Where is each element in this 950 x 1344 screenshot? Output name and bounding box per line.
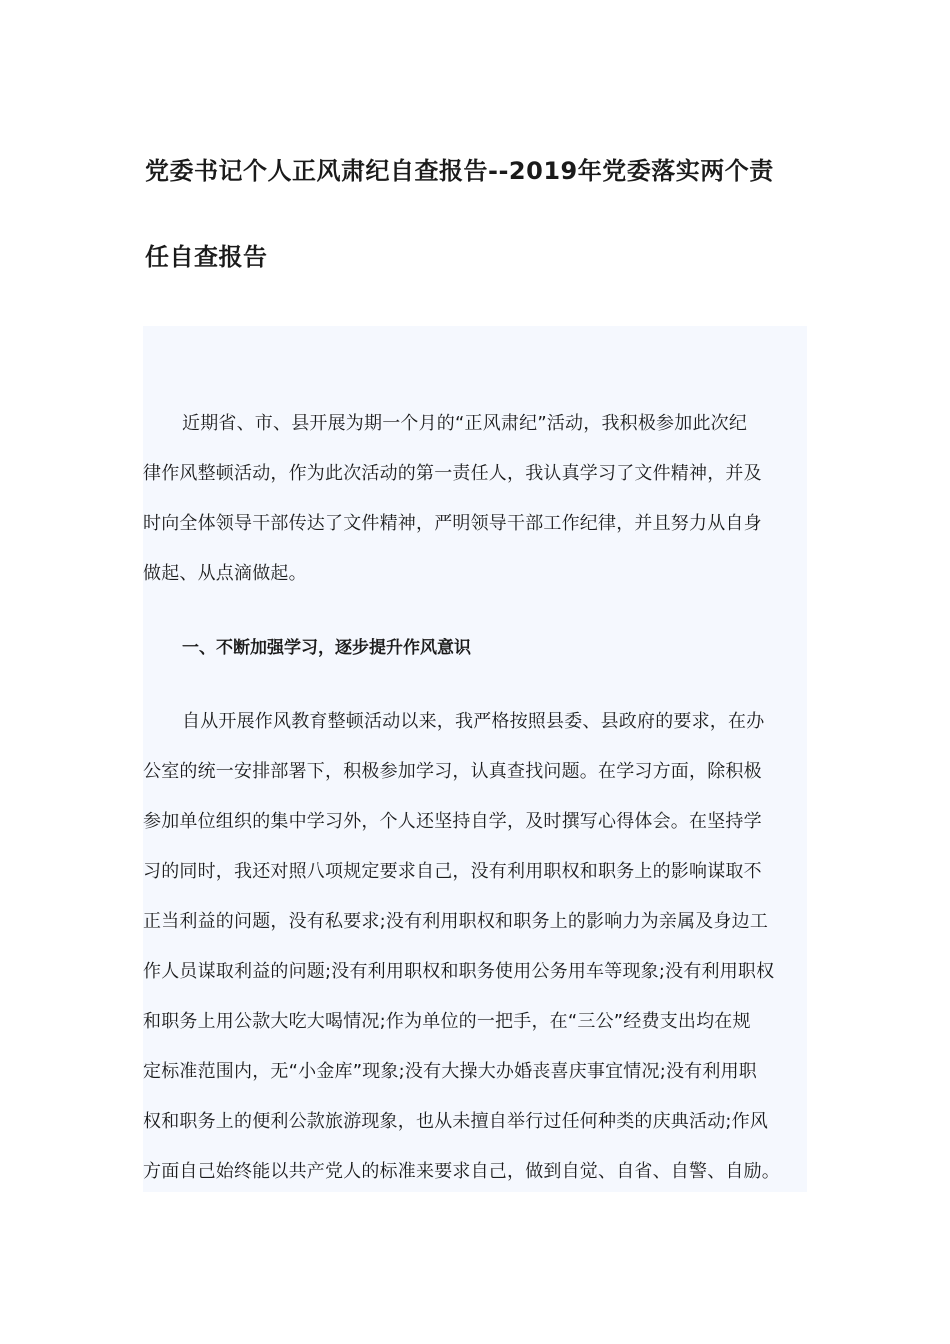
paragraph-line: 正当利益的问题，没有私要求;没有利用职权和职务上的影响力为亲属及身边工 <box>143 911 769 932</box>
paragraph-line: 方面自己始终能以共产党人的标准来要求自己，做到自觉、自省、自警、自励。 <box>143 1161 780 1182</box>
document-title-line-1: 党委书记个人正风肃纪自查报告--2019年党委落实两个责 <box>145 157 774 185</box>
paragraph-line: 自从开展作风教育整顿活动以来，我严格按照县委、县政府的要求，在办 <box>182 711 765 732</box>
paragraph-line: 参加单位组织的集中学习外，个人还坚持自学，及时撰写心得体会。在坚持学 <box>143 811 762 832</box>
paragraph-line: 律作风整顿活动，作为此次活动的第一责任人，我认真学习了文件精神，并及 <box>143 463 762 484</box>
paragraph-line: 做起、从点滴做起。 <box>143 563 307 584</box>
paragraph-line: 近期省、市、县开展为期一个月的“正风肃纪”活动，我积极参加此次纪 <box>182 413 748 434</box>
paragraph-line: 习的同时，我还对照八项规定要求自己，没有利用职权和职务上的影响谋取不 <box>143 861 762 882</box>
content-section <box>143 326 807 1192</box>
paragraph-line: 和职务上用公款大吃大喝情况;作为单位的一把手，在“三公”经费支出均在规 <box>143 1011 751 1032</box>
paragraph-study <box>143 697 807 1197</box>
section-heading: 一、不断加强学习，逐步提升作风意识 <box>182 638 471 658</box>
paragraph-intro <box>143 399 807 599</box>
paragraph-line: 公室的统一安排部署下，积极参加学习，认真查找问题。在学习方面，除积极 <box>143 761 762 782</box>
document-title-line-2: 任自查报告 <box>145 243 268 271</box>
paragraph-line: 权和职务上的便利公款旅游现象，也从未擅自举行过任何种类的庆典活动;作风 <box>143 1111 769 1132</box>
paragraph-line: 时向全体领导干部传达了文件精神，严明领导干部工作纪律，并且努力从自身 <box>143 513 762 534</box>
paragraph-line: 定标准范围内，无“小金库”现象;没有大操大办婚丧喜庆事宜情况;没有利用职 <box>143 1061 757 1082</box>
paragraph-line: 作人员谋取利益的问题;没有利用职权和职务使用公务用车等现象;没有利用职权 <box>143 961 775 982</box>
